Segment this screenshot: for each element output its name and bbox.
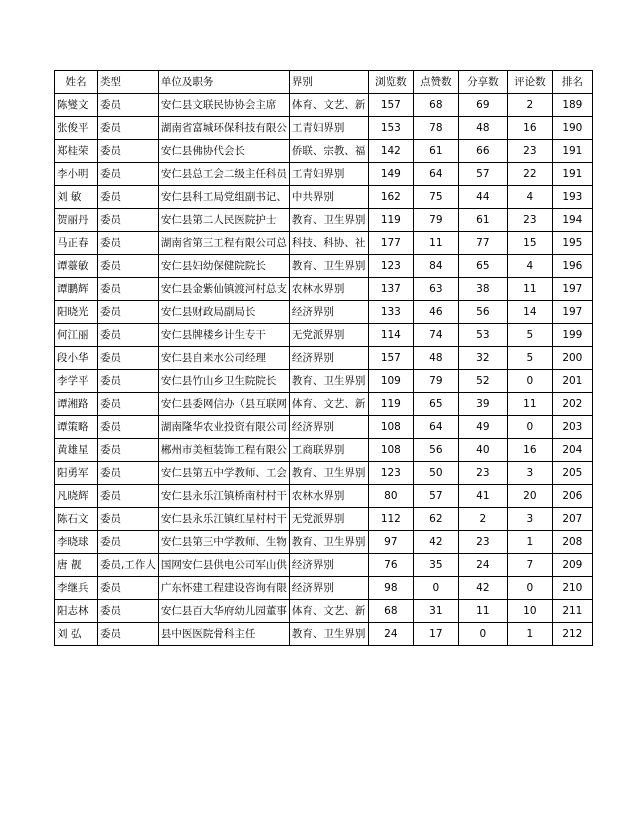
cell-unit: 安仁县总工会二级主任科员 — [158, 163, 289, 186]
cell-sector: 经济界别 — [289, 347, 368, 370]
cell-sector: 无党派界别 — [289, 508, 368, 531]
cell-unit: 安仁县第三中学教师、生物 — [158, 531, 289, 554]
cell-comments: 0 — [507, 577, 552, 600]
cell-likes: 74 — [413, 324, 458, 347]
cell-unit: 安仁县竹山乡卫生院院长 — [158, 370, 289, 393]
cell-unit: 安仁县第二人民医院护士 — [158, 209, 289, 232]
cell-rank: 191 — [552, 163, 592, 186]
cell-name: 陈燮文 — [55, 94, 98, 117]
cell-shares: 39 — [458, 393, 507, 416]
cell-type: 委员 — [98, 140, 159, 163]
cell-type: 委员 — [98, 94, 159, 117]
cell-type: 委员 — [98, 186, 159, 209]
cell-unit: 湖南省富城环保科技有限公 — [158, 117, 289, 140]
table-row — [55, 117, 593, 140]
cell-type: 委员 — [98, 117, 159, 140]
cell-sector: 科技、科协、社 — [289, 232, 368, 255]
cell-views: 157 — [368, 94, 413, 117]
cell-views: 153 — [368, 117, 413, 140]
cell-rank: 196 — [552, 255, 592, 278]
cell-sector: 无党派界别 — [289, 324, 368, 347]
cell-type: 委员 — [98, 531, 159, 554]
cell-type: 委员 — [98, 462, 159, 485]
cell-rank: 195 — [552, 232, 592, 255]
cell-sector: 经济界别 — [289, 554, 368, 577]
cell-name: 李小明 — [55, 163, 98, 186]
cell-comments: 11 — [507, 278, 552, 301]
header-unit: 单位及职务 — [158, 71, 289, 94]
header-sector: 界别 — [289, 71, 368, 94]
cell-comments: 16 — [507, 439, 552, 462]
cell-shares: 42 — [458, 577, 507, 600]
cell-shares: 0 — [458, 623, 507, 646]
cell-likes: 61 — [413, 140, 458, 163]
cell-shares: 23 — [458, 531, 507, 554]
table-row — [55, 324, 593, 347]
cell-shares: 2 — [458, 508, 507, 531]
cell-views: 112 — [368, 508, 413, 531]
cell-shares: 24 — [458, 554, 507, 577]
cell-comments: 23 — [507, 209, 552, 232]
cell-sector: 教育、卫生界别 — [289, 462, 368, 485]
cell-name: 阳志林 — [55, 600, 98, 623]
cell-type: 委员 — [98, 163, 159, 186]
cell-unit: 郴州市美桓装饰工程有限公 — [158, 439, 289, 462]
cell-views: 98 — [368, 577, 413, 600]
cell-likes: 79 — [413, 370, 458, 393]
cell-name: 唐 靓 — [55, 554, 98, 577]
cell-type: 委员 — [98, 209, 159, 232]
cell-comments: 5 — [507, 347, 552, 370]
cell-name: 何江丽 — [55, 324, 98, 347]
cell-shares: 38 — [458, 278, 507, 301]
cell-rank: 210 — [552, 577, 592, 600]
cell-likes: 79 — [413, 209, 458, 232]
table-row — [55, 439, 593, 462]
cell-unit: 安仁县牌楼乡计生专干 — [158, 324, 289, 347]
cell-comments: 3 — [507, 462, 552, 485]
cell-sector: 工商联界别 — [289, 439, 368, 462]
cell-comments: 0 — [507, 416, 552, 439]
cell-shares: 57 — [458, 163, 507, 186]
cell-sector: 中共界别 — [289, 186, 368, 209]
cell-likes: 78 — [413, 117, 458, 140]
cell-type: 委员 — [98, 508, 159, 531]
cell-likes: 64 — [413, 163, 458, 186]
cell-likes: 42 — [413, 531, 458, 554]
table-row — [55, 577, 593, 600]
table-row — [55, 370, 593, 393]
cell-rank: 202 — [552, 393, 592, 416]
cell-shares: 56 — [458, 301, 507, 324]
cell-likes: 84 — [413, 255, 458, 278]
cell-shares: 40 — [458, 439, 507, 462]
cell-unit: 国网安仁县供电公司军山供 — [158, 554, 289, 577]
cell-shares: 52 — [458, 370, 507, 393]
cell-unit: 安仁县第五中学教师、工会 — [158, 462, 289, 485]
cell-sector: 经济界别 — [289, 416, 368, 439]
cell-rank: 191 — [552, 140, 592, 163]
cell-views: 137 — [368, 278, 413, 301]
cell-unit: 县中医医院骨科主任 — [158, 623, 289, 646]
table-row — [55, 531, 593, 554]
cell-likes: 68 — [413, 94, 458, 117]
cell-views: 76 — [368, 554, 413, 577]
cell-rank: 204 — [552, 439, 592, 462]
cell-sector: 经济界别 — [289, 301, 368, 324]
cell-unit: 安仁县永乐江镇红星村村干 — [158, 508, 289, 531]
cell-likes: 64 — [413, 416, 458, 439]
cell-comments: 0 — [507, 370, 552, 393]
cell-name: 刘 敏 — [55, 186, 98, 209]
table-row — [55, 163, 593, 186]
cell-rank: 194 — [552, 209, 592, 232]
cell-likes: 62 — [413, 508, 458, 531]
cell-name: 陈石文 — [55, 508, 98, 531]
cell-unit: 安仁县佛协代会长 — [158, 140, 289, 163]
cell-likes: 35 — [413, 554, 458, 577]
ranking-table — [54, 70, 593, 646]
table-row — [55, 232, 593, 255]
cell-rank: 193 — [552, 186, 592, 209]
cell-likes: 50 — [413, 462, 458, 485]
cell-type: 委员 — [98, 232, 159, 255]
cell-comments: 14 — [507, 301, 552, 324]
cell-type: 委员 — [98, 393, 159, 416]
cell-views: 24 — [368, 623, 413, 646]
cell-rank: 209 — [552, 554, 592, 577]
cell-comments: 5 — [507, 324, 552, 347]
cell-shares: 49 — [458, 416, 507, 439]
cell-comments: 10 — [507, 600, 552, 623]
cell-views: 119 — [368, 209, 413, 232]
cell-type: 委员 — [98, 416, 159, 439]
table-row — [55, 600, 593, 623]
header-shares: 分享数 — [458, 71, 507, 94]
cell-rank: 200 — [552, 347, 592, 370]
cell-type: 委员 — [98, 600, 159, 623]
cell-rank: 201 — [552, 370, 592, 393]
cell-type: 委员 — [98, 439, 159, 462]
cell-type: 委员 — [98, 301, 159, 324]
cell-likes: 48 — [413, 347, 458, 370]
cell-comments: 7 — [507, 554, 552, 577]
cell-likes: 57 — [413, 485, 458, 508]
cell-rank: 189 — [552, 94, 592, 117]
cell-comments: 15 — [507, 232, 552, 255]
cell-name: 阳勇军 — [55, 462, 98, 485]
cell-views: 162 — [368, 186, 413, 209]
cell-unit: 湖南省第三工程有限公司总 — [158, 232, 289, 255]
header-row — [55, 71, 593, 94]
cell-unit: 安仁县自来水公司经理 — [158, 347, 289, 370]
cell-unit: 安仁县财政局副局长 — [158, 301, 289, 324]
cell-views: 80 — [368, 485, 413, 508]
cell-views: 177 — [368, 232, 413, 255]
table-row — [55, 255, 593, 278]
cell-comments: 3 — [507, 508, 552, 531]
cell-shares: 77 — [458, 232, 507, 255]
table-body — [55, 94, 593, 646]
cell-comments: 22 — [507, 163, 552, 186]
cell-type: 委员 — [98, 623, 159, 646]
cell-sector: 工青妇界别 — [289, 117, 368, 140]
cell-unit: 安仁县委网信办（县互联网 — [158, 393, 289, 416]
cell-type: 委员 — [98, 347, 159, 370]
cell-name: 李晓球 — [55, 531, 98, 554]
cell-name: 凡晓辉 — [55, 485, 98, 508]
cell-type: 委员 — [98, 485, 159, 508]
cell-name: 张俊平 — [55, 117, 98, 140]
cell-sector: 教育、卫生界别 — [289, 370, 368, 393]
cell-rank: 197 — [552, 301, 592, 324]
cell-rank: 203 — [552, 416, 592, 439]
cell-likes: 63 — [413, 278, 458, 301]
cell-sector: 体育、文艺、新 — [289, 393, 368, 416]
cell-unit: 安仁县永乐江镇桥南村村干 — [158, 485, 289, 508]
cell-shares: 61 — [458, 209, 507, 232]
table-row — [55, 508, 593, 531]
cell-views: 142 — [368, 140, 413, 163]
table-row — [55, 393, 593, 416]
header-views: 浏览数 — [368, 71, 413, 94]
cell-unit: 安仁县妇幼保健院院长 — [158, 255, 289, 278]
cell-comments: 4 — [507, 255, 552, 278]
cell-shares: 65 — [458, 255, 507, 278]
cell-type: 委员 — [98, 577, 159, 600]
table-row — [55, 301, 593, 324]
cell-rank: 190 — [552, 117, 592, 140]
cell-shares: 48 — [458, 117, 507, 140]
cell-name: 谭薹敏 — [55, 255, 98, 278]
cell-name: 阳晓光 — [55, 301, 98, 324]
cell-rank: 212 — [552, 623, 592, 646]
cell-sector: 工青妇界别 — [289, 163, 368, 186]
cell-rank: 207 — [552, 508, 592, 531]
cell-name: 谭湘路 — [55, 393, 98, 416]
cell-comments: 23 — [507, 140, 552, 163]
table-row — [55, 140, 593, 163]
table-row — [55, 186, 593, 209]
cell-views: 149 — [368, 163, 413, 186]
cell-likes: 11 — [413, 232, 458, 255]
cell-comments: 11 — [507, 393, 552, 416]
table-row — [55, 554, 593, 577]
cell-shares: 32 — [458, 347, 507, 370]
cell-likes: 31 — [413, 600, 458, 623]
cell-name: 李继兵 — [55, 577, 98, 600]
cell-views: 108 — [368, 439, 413, 462]
cell-views: 114 — [368, 324, 413, 347]
table-row — [55, 623, 593, 646]
cell-comments: 2 — [507, 94, 552, 117]
cell-rank: 208 — [552, 531, 592, 554]
cell-name: 刘 弘 — [55, 623, 98, 646]
cell-name: 贺丽丹 — [55, 209, 98, 232]
cell-sector: 经济界别 — [289, 577, 368, 600]
table-row — [55, 278, 593, 301]
cell-shares: 44 — [458, 186, 507, 209]
cell-rank: 206 — [552, 485, 592, 508]
cell-rank: 211 — [552, 600, 592, 623]
cell-views: 157 — [368, 347, 413, 370]
cell-unit: 湖南隆华农业投资有限公司 — [158, 416, 289, 439]
header-comments: 评论数 — [507, 71, 552, 94]
table-row — [55, 209, 593, 232]
cell-shares: 53 — [458, 324, 507, 347]
cell-sector: 教育、卫生界别 — [289, 531, 368, 554]
cell-name: 马正春 — [55, 232, 98, 255]
cell-comments: 20 — [507, 485, 552, 508]
cell-rank: 205 — [552, 462, 592, 485]
cell-name: 郑桂荣 — [55, 140, 98, 163]
cell-unit: 安仁县金紫仙镇渡河村总支 — [158, 278, 289, 301]
cell-views: 109 — [368, 370, 413, 393]
cell-name: 谭鹏辉 — [55, 278, 98, 301]
table-row — [55, 347, 593, 370]
cell-type: 委员 — [98, 255, 159, 278]
cell-type: 委员 — [98, 324, 159, 347]
cell-likes: 56 — [413, 439, 458, 462]
header-likes: 点赞数 — [413, 71, 458, 94]
cell-shares: 11 — [458, 600, 507, 623]
cell-views: 108 — [368, 416, 413, 439]
cell-views: 119 — [368, 393, 413, 416]
cell-name: 段小华 — [55, 347, 98, 370]
cell-views: 68 — [368, 600, 413, 623]
table-row — [55, 462, 593, 485]
cell-views: 97 — [368, 531, 413, 554]
cell-comments: 1 — [507, 623, 552, 646]
cell-sector: 教育、卫生界别 — [289, 209, 368, 232]
cell-name: 谭策略 — [55, 416, 98, 439]
cell-unit: 广东怀建工程建设咨询有限 — [158, 577, 289, 600]
header-rank: 排名 — [552, 71, 592, 94]
cell-sector: 体育、文艺、新 — [289, 600, 368, 623]
cell-unit: 安仁县科工局党组副书记、 — [158, 186, 289, 209]
cell-rank: 199 — [552, 324, 592, 347]
cell-name: 黄雄星 — [55, 439, 98, 462]
cell-sector: 教育、卫生界别 — [289, 623, 368, 646]
cell-views: 123 — [368, 462, 413, 485]
cell-name: 李学平 — [55, 370, 98, 393]
cell-comments: 1 — [507, 531, 552, 554]
cell-shares: 41 — [458, 485, 507, 508]
cell-likes: 65 — [413, 393, 458, 416]
cell-sector: 体育、文艺、新 — [289, 94, 368, 117]
cell-shares: 23 — [458, 462, 507, 485]
cell-comments: 16 — [507, 117, 552, 140]
header-name: 姓名 — [55, 71, 98, 94]
cell-sector: 农林水界别 — [289, 485, 368, 508]
cell-sector: 教育、卫生界别 — [289, 255, 368, 278]
cell-likes: 46 — [413, 301, 458, 324]
cell-likes: 17 — [413, 623, 458, 646]
cell-shares: 66 — [458, 140, 507, 163]
cell-unit: 安仁县百大华府幼儿园董事 — [158, 600, 289, 623]
cell-unit: 安仁县文联民协协会主席 — [158, 94, 289, 117]
cell-type: 委员 — [98, 278, 159, 301]
cell-likes: 0 — [413, 577, 458, 600]
cell-likes: 75 — [413, 186, 458, 209]
cell-views: 123 — [368, 255, 413, 278]
cell-views: 133 — [368, 301, 413, 324]
cell-type: 委员 — [98, 370, 159, 393]
table-row — [55, 485, 593, 508]
cell-comments: 4 — [507, 186, 552, 209]
cell-sector: 农林水界别 — [289, 278, 368, 301]
cell-shares: 69 — [458, 94, 507, 117]
cell-rank: 197 — [552, 278, 592, 301]
cell-type: 委员,工作人 — [98, 554, 159, 577]
header-type: 类型 — [98, 71, 159, 94]
table-row — [55, 94, 593, 117]
cell-sector: 侨联、宗教、福 — [289, 140, 368, 163]
table-row — [55, 416, 593, 439]
